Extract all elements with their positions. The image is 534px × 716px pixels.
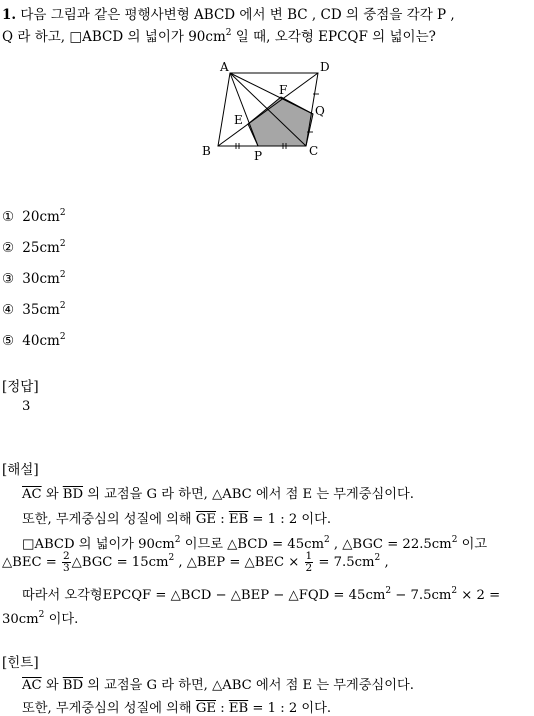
label-f: F xyxy=(279,83,288,97)
text: □ABCD 의 넓이가 90cm xyxy=(22,537,175,552)
text: 이고 xyxy=(457,537,488,552)
text: 또한, 무게중심의 성질에 의해 xyxy=(22,512,196,527)
superscript: 2 xyxy=(323,535,330,545)
superscript: 2 xyxy=(451,535,458,545)
text: = 7.5cm xyxy=(314,555,375,570)
fraction-two-thirds xyxy=(62,551,71,574)
text: 따라서 오각형EPCQF = △BCD − △BEP − △FQD = 45cm xyxy=(22,588,386,603)
text: , △BGC = 22.5cm xyxy=(329,537,452,552)
text: = 1 : 2 이다. xyxy=(248,701,332,716)
text: − 7.5cm xyxy=(391,588,452,603)
label-a: A xyxy=(220,60,229,74)
choice-1-text: 20cm xyxy=(22,209,60,225)
choice-2-text: 25cm xyxy=(22,240,60,256)
choice-2-number: ② xyxy=(2,240,15,256)
hint-line-1 xyxy=(22,674,414,693)
label-q: Q xyxy=(315,104,325,118)
text: 와 xyxy=(41,487,63,502)
superscript: 2 xyxy=(385,586,392,596)
answer-value: 3 xyxy=(22,399,31,414)
choice-4-number: ④ xyxy=(2,302,15,318)
segment-eb-text: $\overline{EB}$ xyxy=(228,512,249,527)
fraction-one-half xyxy=(305,551,314,574)
choice-1[interactable] xyxy=(2,209,66,225)
denominator: 2 xyxy=(305,562,313,574)
superscript: 2 xyxy=(59,332,66,342)
explanation-line-4 xyxy=(2,551,389,574)
text: △BGC = 15cm xyxy=(71,555,169,570)
superscript: 2 xyxy=(174,535,181,545)
choice-3[interactable] xyxy=(2,271,66,287)
question-line-2 xyxy=(2,25,436,45)
label-d: D xyxy=(320,60,330,74)
explanation-header: [해설] xyxy=(2,462,39,478)
segment-bd-text: $\overline{BD}$ xyxy=(62,487,84,502)
superscript: 2 xyxy=(59,270,66,280)
text: , xyxy=(380,555,389,570)
text: : xyxy=(216,512,229,527)
choice-3-number: ③ xyxy=(2,271,15,287)
text: , △BEP = △BEC × xyxy=(174,555,304,570)
text: △BEC = xyxy=(2,555,61,570)
text: 이므로 △BCD = 45cm xyxy=(180,537,324,552)
label-e: E xyxy=(234,113,243,127)
text: = 1 : 2 이다. xyxy=(248,512,332,527)
explanation-line-2 xyxy=(22,508,331,527)
choice-5-number: ⑤ xyxy=(2,333,15,349)
choice-1-number: ① xyxy=(2,209,15,225)
superscript: 2 xyxy=(374,553,381,563)
text: 30cm xyxy=(2,612,39,627)
label-c: C xyxy=(309,144,319,158)
superscript: 2 xyxy=(225,28,232,38)
segment-ac-text: $\overline{AC}$ xyxy=(22,487,42,502)
superscript: 2 xyxy=(59,208,66,218)
question-line-1 xyxy=(2,3,455,23)
explanation-line-1 xyxy=(22,483,414,502)
question-text-2: Q 라 하고, □ABCD 의 넓이가 90cm xyxy=(2,29,226,45)
numerator: 2 xyxy=(62,550,70,562)
explanation-line-6 xyxy=(2,608,78,627)
text: 이다. xyxy=(44,612,79,627)
hint-line-2 xyxy=(22,697,331,716)
label-b: B xyxy=(202,144,211,158)
segment-ge-text: $\overline{GE}$ xyxy=(195,701,217,716)
answer-header: [정답] xyxy=(2,379,39,395)
choice-3-text: 30cm xyxy=(22,271,60,287)
segment-ac-text: $\overline{AC}$ xyxy=(22,678,42,693)
numerator: 1 xyxy=(305,550,313,562)
segment-bd-text: $\overline{BD}$ xyxy=(62,678,84,693)
choice-4-text: 35cm xyxy=(22,302,60,318)
hint-header: [힌트] xyxy=(2,655,39,671)
superscript: 2 xyxy=(451,586,458,596)
choice-2[interactable] xyxy=(2,240,66,256)
segment-eb-text: $\overline{EB}$ xyxy=(228,701,249,716)
superscript: 2 xyxy=(168,553,175,563)
superscript: 2 xyxy=(59,239,66,249)
text: : xyxy=(216,701,229,716)
text: 와 xyxy=(41,678,63,693)
question-text-2-tail: 일 때, 오각형 EPCQF 의 넓이는? xyxy=(231,29,436,45)
choice-5[interactable] xyxy=(2,333,66,349)
explanation-line-5 xyxy=(22,584,500,603)
text: 또한, 무게중심의 성질에 의해 xyxy=(22,701,196,716)
superscript: 2 xyxy=(38,610,45,620)
denominator: 3 xyxy=(62,562,70,574)
question-number: 1. xyxy=(2,7,17,23)
label-p: P xyxy=(254,149,263,163)
segment-ap xyxy=(230,73,258,146)
explanation-line-3 xyxy=(22,533,487,552)
question-text-1: 다음 그림과 같은 평행사변형 ABCD 에서 변 BC , CD 의 중점을 각각 P , xyxy=(20,7,455,23)
segment-ge-text: $\overline{GE}$ xyxy=(195,512,217,527)
superscript: 2 xyxy=(59,301,66,311)
text: × 2 = xyxy=(457,588,501,603)
text: 의 교점을 G 라 하면, △ABC 에서 점 E 는 무게중심이다. xyxy=(83,678,414,693)
text: 의 교점을 G 라 하면, △ABC 에서 점 E 는 무게중심이다. xyxy=(83,487,414,502)
choice-4[interactable] xyxy=(2,302,66,318)
choice-5-text: 40cm xyxy=(22,333,60,349)
parallelogram-figure xyxy=(190,55,340,165)
